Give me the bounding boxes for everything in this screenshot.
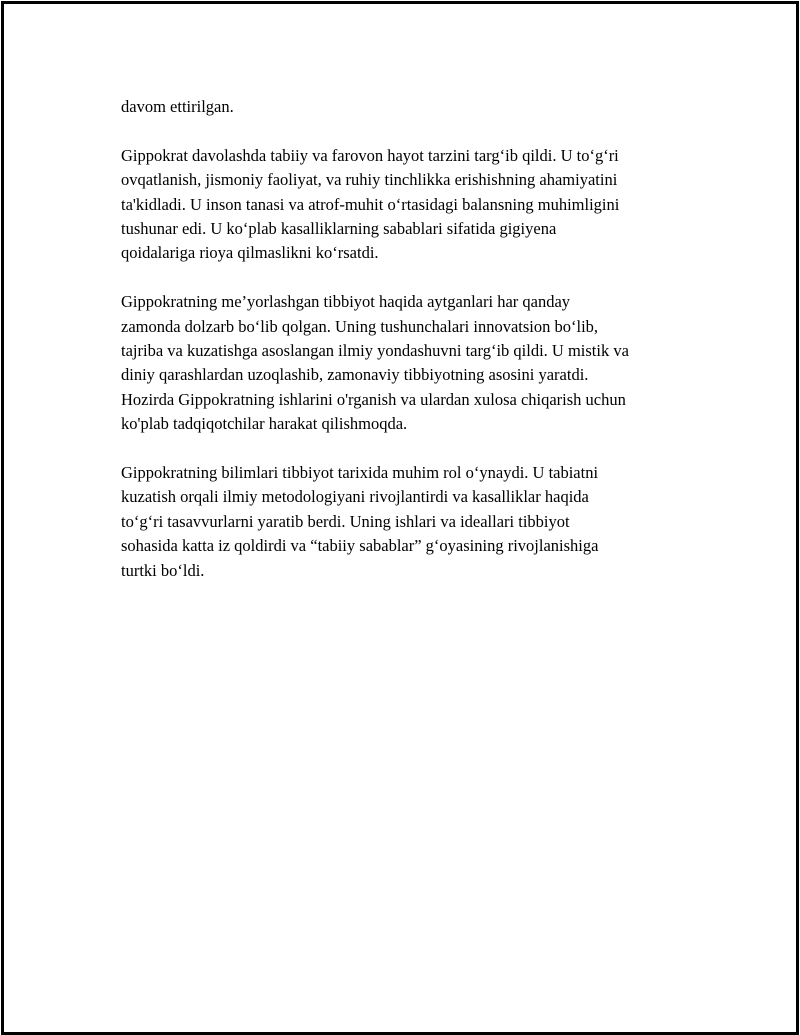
document-page: [1, 1, 799, 1035]
paragraph-lifestyle: Gippokrat davolashda tabiiy va farovon hayot tarzini targ‘ib qildi. U to‘g‘ri ovqatlanish, jismoniy faoliyat, va ruhiy tinchlikka erishishning ahamiyatini ta'kidladi. U inson tanasi va atrof-muhit o‘rtasidagi balansning muhimligini tushunar edi. U ko‘plab kasalliklarning sabablari sifatida gigiyena qoidalariga rioya qilmaslikni ko‘rsatdi.: [121, 145, 620, 263]
document-body: [121, 95, 696, 607]
paragraph-normative-medicine: Gippokratning me’yorlashgan tibbiyot haqida aytganlari har qanday zamonda dolzarb bo‘lib qolgan. Uning tushunchalari innovatsion bo‘lib, tajriba va kuzatishga asoslangan ilmiy yondashuvni targ‘ib qildi. U mistik va diniy qarashlardan uzoqlashib, zamonaviy tibbiyotning asosini yaratdi. Hozirda Gippokratning ishlarini o'rganish va ulardan xulosa chiqarish uchun ko'plab tadqiqotchilar harakat qilishmoqda.: [121, 292, 629, 434]
paragraph-continuation: davom ettirilgan.: [121, 97, 234, 116]
paragraph-legacy: Gippokratning bilimlari tibbiyot tarixida muhim rol o‘ynaydi. U tabiatni kuzatish orqali ilmiy metodologiyani rivojlantirdi va kasalliklar haqida to‘g‘ri tasavvurlarni yaratib berdi. Uning ishlari va ideallari tibbiyot sohasida katta iz qoldirdi va “tabiiy sabablar” g‘oyasining rivojlanishiga turtki bo‘ldi.: [121, 463, 599, 580]
